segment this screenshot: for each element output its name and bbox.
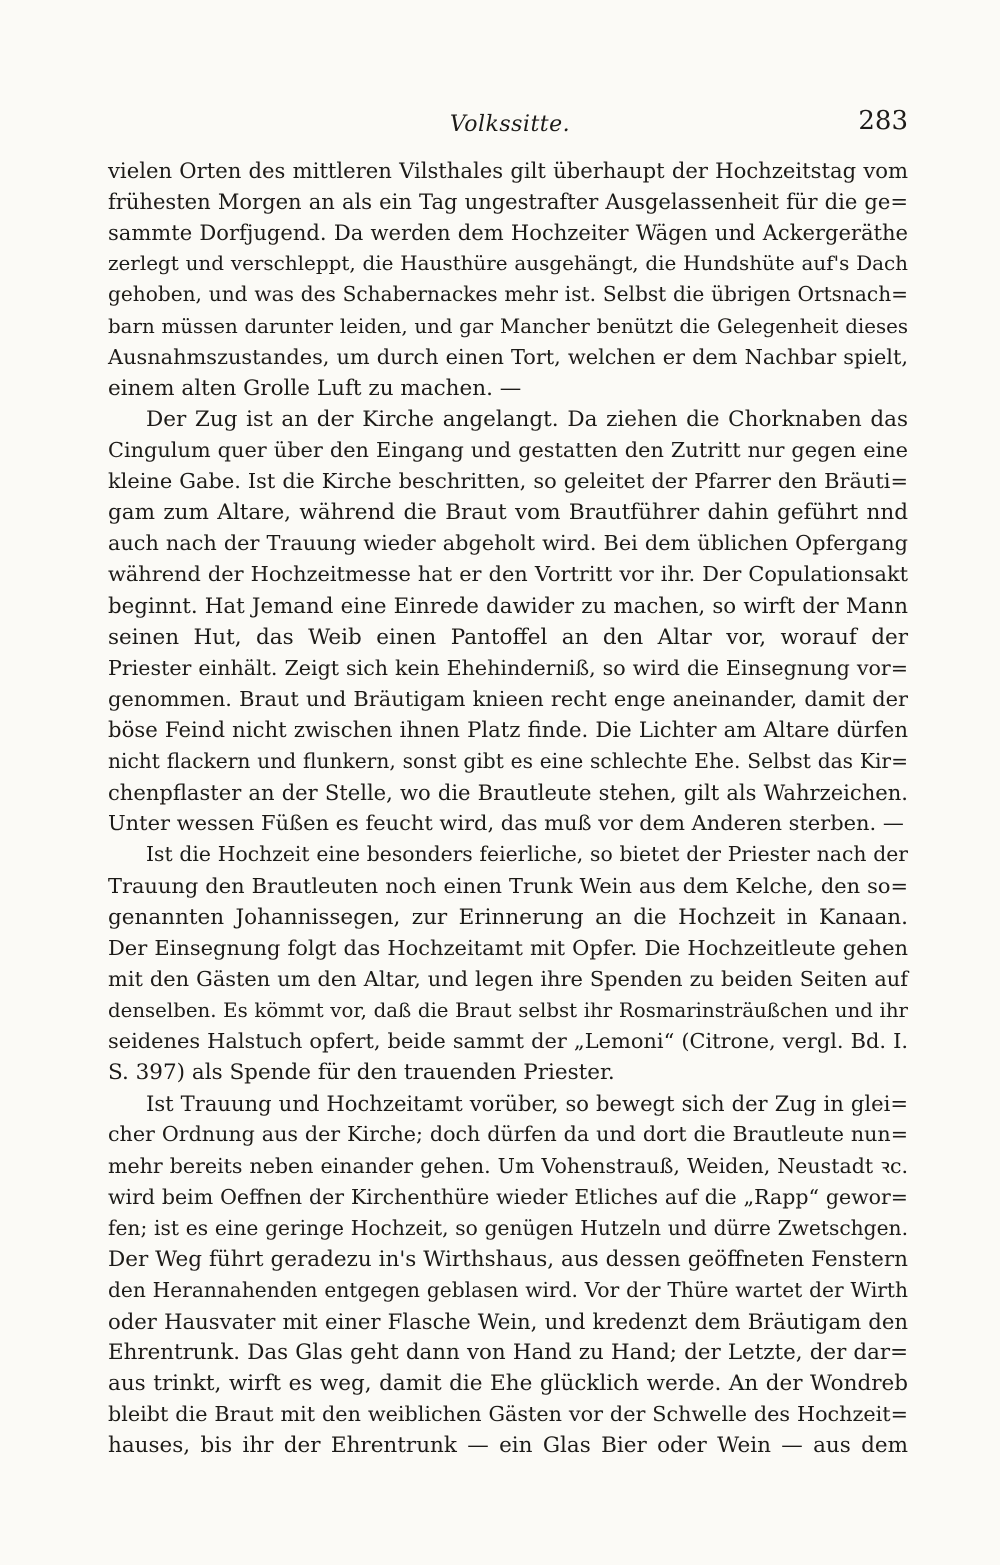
- text-line: fen; ist es eine geringe Hochzeit, so genügen Hutzeln und dürre Zwetschgen.: [108, 1215, 908, 1240]
- text-line: genannten Johannissegen, zur Erinnerung an die Hochzeit in Kanaan.: [108, 904, 908, 930]
- text-line: gehoben, und was des Schabernackes mehr ist. Selbst die übrigen Ortsnach=: [108, 282, 908, 307]
- text-line: auch nach der Trauung wieder abgeholt wird. Bei dem üblichen Opfergang: [108, 531, 908, 556]
- text-line: Trauung den Brautleuten noch einen Trunk Wein aus dem Kelche, den so=: [108, 873, 908, 898]
- text-line: cher Ordnung aus der Kirche; doch dürfen da und dort die Brautleute nun=: [108, 1122, 908, 1147]
- text-line: genommen. Braut und Bräutigam knieen recht enge aneinander, damit der: [108, 686, 908, 711]
- text-line: S. 397) als Spende für den trauenden Priester.: [108, 1060, 615, 1086]
- text-line: hauses, bis ihr der Ehrentrunk — ein Glas Bier oder Wein — aus dem: [108, 1433, 908, 1459]
- text-line: wird beim Oeffnen der Kirchenthüre wieder Etliches auf die „Rapp“ gewor=: [108, 1184, 908, 1209]
- text-line: den Herannahenden entgegen geblasen wird. Vor der Thüre wartet der Wirth: [108, 1277, 908, 1302]
- text-line: mehr bereits neben einander gehen. Um Vohenstrauß, Weiden, Neustadt ꝛc.: [108, 1153, 908, 1178]
- text-line: kleine Gabe. Ist die Kirche beschritten, so geleitet der Pfarrer den Bräuti=: [108, 469, 908, 494]
- running-head-title: Volkssitte.: [449, 112, 571, 137]
- text-line: böse Feind nicht zwischen ihnen Platz finde. Die Lichter am Altare dürfen: [108, 717, 908, 743]
- text-line: aus trinkt, wirft es weg, damit die Ehe glücklich werde. An der Wondreb: [108, 1371, 908, 1397]
- text-line: Unter wessen Füßen es feucht wird, das muß vor dem Anderen sterben. —: [108, 811, 904, 836]
- text-line: nicht flackern und flunkern, sonst gibt es eine schlechte Ehe. Selbst das Kir=: [108, 749, 908, 774]
- text-line: seinen Hut, das Weib einen Pantoffel an den Altar vor, worauf der: [108, 624, 908, 650]
- text-line: Der Weg führt geradezu in's Wirthshaus, aus dessen geöffneten Fenstern: [108, 1246, 908, 1272]
- text-line: Ausnahmszustandes, um durch einen Tort, welchen er dem Nachbar spielt,: [108, 344, 908, 369]
- text-line: Der Einsegnung folgt das Hochzeitamt mit Opfer. Die Hochzeitleute gehen: [108, 935, 908, 960]
- text-line: frühesten Morgen an als ein Tag ungestrafter Ausgelassenheit für die ge=: [108, 189, 908, 215]
- running-head: [110, 108, 910, 144]
- text-line: sammte Dorfjugend. Da werden dem Hochzeiter Wägen und Ackergeräthe: [108, 220, 908, 246]
- text-line: mit den Gästen um den Altar, und legen ihre Spenden zu beiden Seiten auf: [108, 966, 908, 991]
- text-line: zerlegt und verschleppt, die Hausthüre ausgehängt, die Hundshüte auf's Dach: [108, 251, 908, 276]
- text-line: Cingulum quer über den Eingang und gestatten den Zutritt nur gegen eine: [108, 437, 908, 462]
- text-line: oder Hausvater mit einer Flasche Wein, und kredenzt dem Bräutigam den: [108, 1309, 908, 1335]
- text-line: barn müssen darunter leiden, und gar Mancher benützt die Gelegenheit dieses: [108, 314, 908, 338]
- text-line: chenpflaster an der Stelle, wo die Brautleute stehen, gilt als Wahrzeichen.: [108, 780, 908, 806]
- text-line: einem alten Grolle Luft zu machen. —: [108, 375, 522, 401]
- text-line: seidenes Halstuch opfert, beide sammt der „Lemoni“ (Citrone, vergl. Bd. I.: [108, 1029, 908, 1054]
- page-number: 283: [858, 106, 908, 136]
- text-line: Der Zug ist an der Kirche angelangt. Da ziehen die Chorknaben das: [146, 406, 908, 432]
- text-line: Ist Trauung und Hochzeitamt vorüber, so bewegt sich der Zug in glei=: [146, 1091, 908, 1117]
- text-line: Ehrentrunk. Das Glas geht dann von Hand zu Hand; der Letzte, der dar=: [108, 1340, 908, 1366]
- text-line: denselben. Es kömmt vor, daß die Braut selbst ihr Rosmarinsträußchen und ihr: [108, 998, 908, 1022]
- text-line: bleibt die Braut mit den weiblichen Gästen vor der Schwelle des Hochzeit=: [108, 1402, 908, 1427]
- body-text: [108, 155, 908, 1462]
- text-line: während der Hochzeitmesse hat er den Vortritt vor ihr. Der Copulationsakt: [108, 562, 908, 587]
- text-line: vielen Orten des mittleren Vilsthales gilt überhaupt der Hochzeitstag vom: [108, 158, 908, 183]
- text-line: Priester einhält. Zeigt sich kein Ehehinderniß, so wird die Einsegnung vor=: [108, 655, 908, 680]
- text-line: gam zum Altare, während die Braut vom Brautführer dahin geführt nnd: [108, 500, 908, 526]
- text-line: beginnt. Hat Jemand eine Einrede dawider zu machen, so wirft der Mann: [108, 593, 908, 619]
- text-line: Ist die Hochzeit eine besonders feierliche, so bietet der Priester nach der: [146, 842, 908, 867]
